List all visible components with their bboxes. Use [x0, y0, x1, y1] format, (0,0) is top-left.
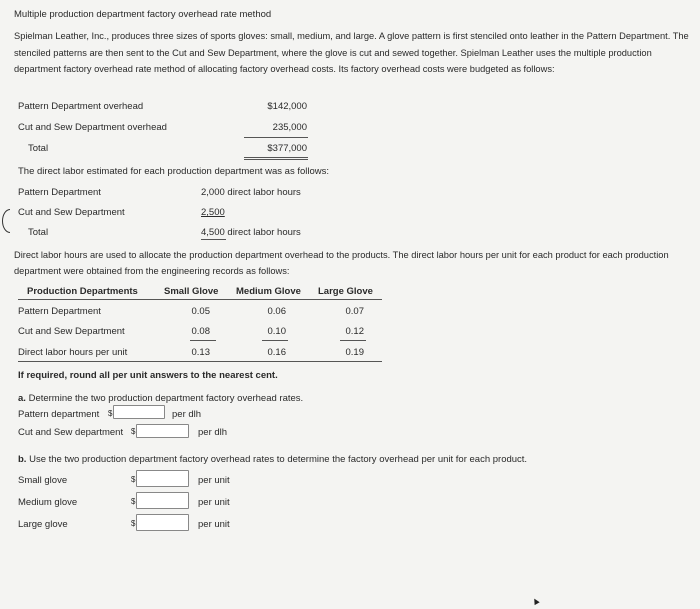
dl-total-label: Total [28, 227, 49, 238]
table-cell: 0.05 [191, 306, 210, 317]
part-b-question [18, 454, 527, 465]
pattern-rate-unit: per dlh [172, 409, 202, 420]
table-cell: 0.16 [267, 347, 286, 358]
dollar-sign: $ [131, 427, 136, 436]
overhead-subtotal-rule [244, 137, 308, 138]
table-cell: 0.08 [191, 326, 210, 337]
intro-paragraph: Spielman Leather, Inc., produces three sizes of sports gloves: small, medium, and large. A glove pattern is first stenciled onto leather in the Pattern Department. The stenciled patterns are then sent to the Cut and Sew Department, where the glove is cut and sewed together. Spielman Leather uses the multiple production department factory overhead rate method of allocating factory overhead costs. Its factory overhead costs were budgeted as follows: [14, 31, 689, 74]
dollar-sign: $ [131, 497, 136, 506]
part-a-text: Determine the two production department factory overhead rates. [28, 393, 304, 404]
medium-glove-overhead-input[interactable] [136, 492, 189, 509]
large-glove-unit: per unit [198, 519, 230, 530]
part-b-text: Use the two production department factory overhead rates to determine the factory overhead per unit for each product. [29, 454, 528, 465]
dl-value-pattern: 2,000 direct labor hours [201, 187, 301, 198]
table-header-small: Small Glove [164, 286, 219, 297]
small-glove-overhead-input[interactable] [136, 470, 189, 487]
small-glove-unit: per unit [198, 475, 230, 486]
overhead-label-pattern: Pattern Department overhead [18, 101, 144, 112]
table-header-medium: Medium Glove [236, 286, 301, 297]
cursor-marker-icon [2, 209, 18, 233]
dollar-sign: $ [131, 475, 136, 484]
table-row-label: Direct labor hours per unit [18, 347, 128, 358]
part-a-prefix: a. [18, 393, 26, 404]
dollar-sign: $ [108, 409, 113, 418]
table-row-label: Pattern Department [18, 306, 101, 317]
part-a-pattern-label: Pattern department [18, 409, 100, 420]
medium-glove-label: Medium glove [18, 497, 78, 508]
pattern-rate-input[interactable] [113, 405, 165, 419]
table-header-rule [18, 299, 382, 300]
table-subtotal-rule [340, 340, 366, 341]
part-a-cut-label: Cut and Sew department [18, 427, 124, 438]
overhead-value-cut: 235,000 [272, 122, 307, 133]
table-cell: 0.06 [267, 306, 286, 317]
mouse-cursor-icon: ▲ [528, 594, 543, 609]
overhead-total-value: $377,000 [267, 143, 307, 154]
table-cell: 0.07 [345, 306, 364, 317]
table-subtotal-rule [190, 340, 216, 341]
dl-value-cut: 2,500 [201, 207, 225, 218]
dl-total-value: 4,500 direct labor hours [201, 227, 301, 238]
table-cell: 0.10 [267, 326, 286, 337]
table-header-large: Large Glove [318, 286, 373, 297]
allocation-paragraph: Direct labor hours are used to allocate the production department overhead to the products. The direct labor hours per unit for each product for each production department were obtained from the engineering records as follows: [14, 250, 669, 276]
overhead-value-pattern: $142,000 [267, 101, 307, 112]
dl-total-underline [201, 239, 226, 240]
large-glove-label: Large glove [18, 519, 68, 530]
table-row-label: Cut and Sew Department [18, 326, 125, 337]
rounding-note: If required, round all per unit answers to the nearest cent. [18, 370, 278, 381]
dl-label-cut: Cut and Sew Department [18, 207, 125, 218]
overhead-total-label: Total [28, 143, 49, 154]
cut-sew-rate-input[interactable] [136, 424, 189, 438]
table-cell: 0.13 [191, 347, 210, 358]
table-subtotal-rule [262, 340, 288, 341]
problem-title: Multiple production department factory overhead rate method [14, 9, 272, 20]
overhead-total-double-rule [244, 157, 308, 160]
small-glove-label: Small glove [18, 475, 68, 486]
direct-labor-intro: The direct labor estimated for each production department was as follows: [18, 166, 330, 177]
dollar-sign: $ [131, 519, 136, 528]
overhead-label-cut: Cut and Sew Department overhead [18, 122, 167, 133]
table-header-departments: Production Departments [27, 286, 138, 297]
table-cell: 0.19 [345, 347, 364, 358]
table-cell: 0.12 [345, 326, 364, 337]
table-bottom-rule [18, 361, 382, 362]
medium-glove-unit: per unit [198, 497, 230, 508]
cut-sew-rate-unit: per dlh [198, 427, 228, 438]
part-b-prefix: b. [18, 454, 27, 465]
large-glove-overhead-input[interactable] [136, 514, 189, 531]
part-a-question [18, 393, 303, 404]
dl-label-pattern: Pattern Department [18, 187, 101, 198]
